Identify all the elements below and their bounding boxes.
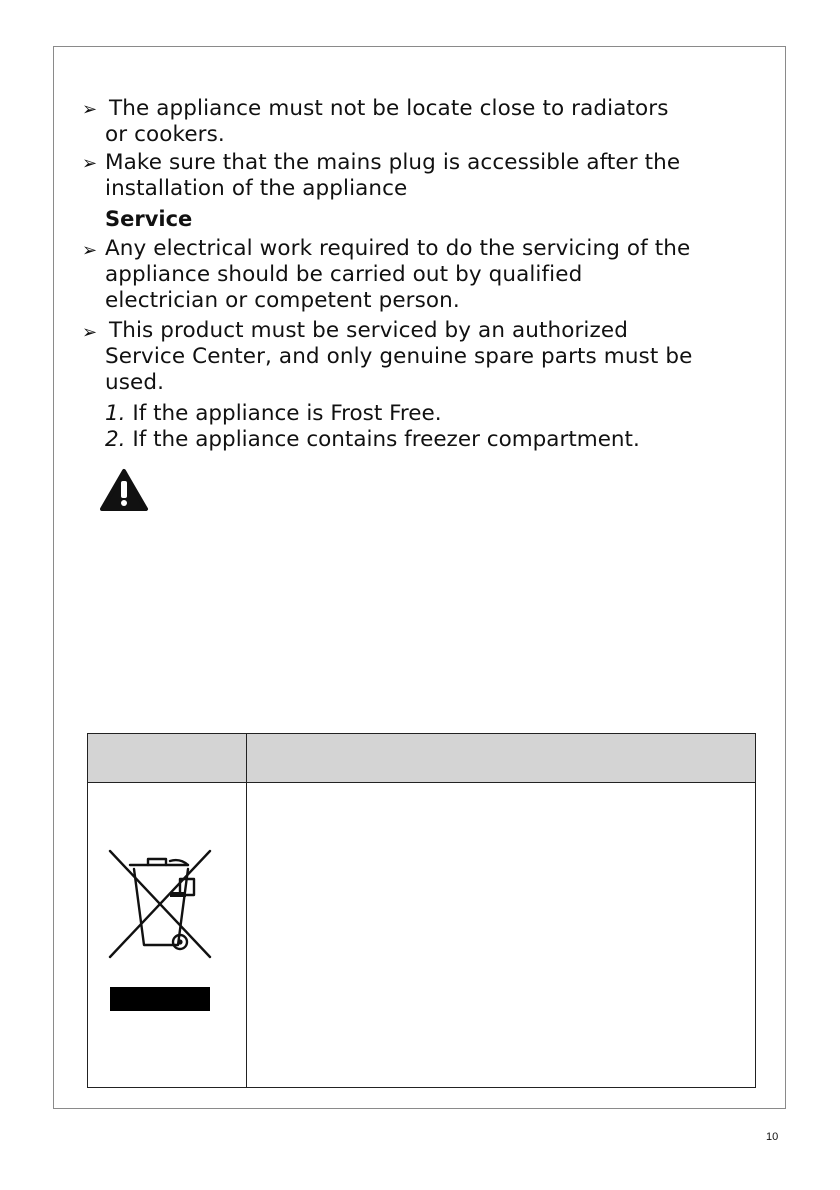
bullet-arrow-icon: ➢ <box>82 153 98 174</box>
table-cell-symbol <box>88 783 247 1087</box>
warning-triangle-icon <box>99 468 149 512</box>
bullet-text-line: Make sure that the mains plug is accessible after the <box>105 150 681 175</box>
page-number: 10 <box>766 1131 779 1143</box>
note-text: If the appliance contains freezer compartment. <box>132 427 640 452</box>
bullet-text-line: Any electrical work required to do the servicing of the <box>105 236 691 261</box>
table-header-cell <box>88 734 247 783</box>
bullet-text-line: The appliance must not be locate close to radiators <box>109 96 669 121</box>
weee-black-bar <box>110 987 210 1011</box>
table-header-cell <box>247 734 755 783</box>
bullet-text-line: installation of the appliance <box>105 176 408 201</box>
bullet-arrow-icon: ➢ <box>82 322 98 343</box>
bullet-text-line: used. <box>105 370 165 395</box>
page-frame <box>53 46 786 1109</box>
bullet-text-line: electrician or competent person. <box>105 288 460 313</box>
note-text: If the appliance is Frost Free. <box>132 401 442 426</box>
section-heading-service: Service <box>105 207 193 231</box>
table-cell-text <box>247 783 755 1087</box>
bullet-text-line: Service Center, and only genuine spare parts must be <box>105 344 693 369</box>
bullet-text-line: or cookers. <box>105 122 225 147</box>
note-number: 2. <box>105 427 126 452</box>
note-line <box>105 401 442 427</box>
note-line <box>105 427 640 453</box>
weee-table <box>87 733 756 1088</box>
bullet-arrow-icon: ➢ <box>82 240 98 261</box>
bullet-text-line: appliance should be carried out by qualified <box>105 262 583 287</box>
note-number: 1. <box>105 401 126 426</box>
bullet-text-line: This product must be serviced by an authorized <box>109 318 628 343</box>
bullet-arrow-icon: ➢ <box>82 99 98 120</box>
crossed-out-wheelie-bin-icon <box>108 849 212 963</box>
